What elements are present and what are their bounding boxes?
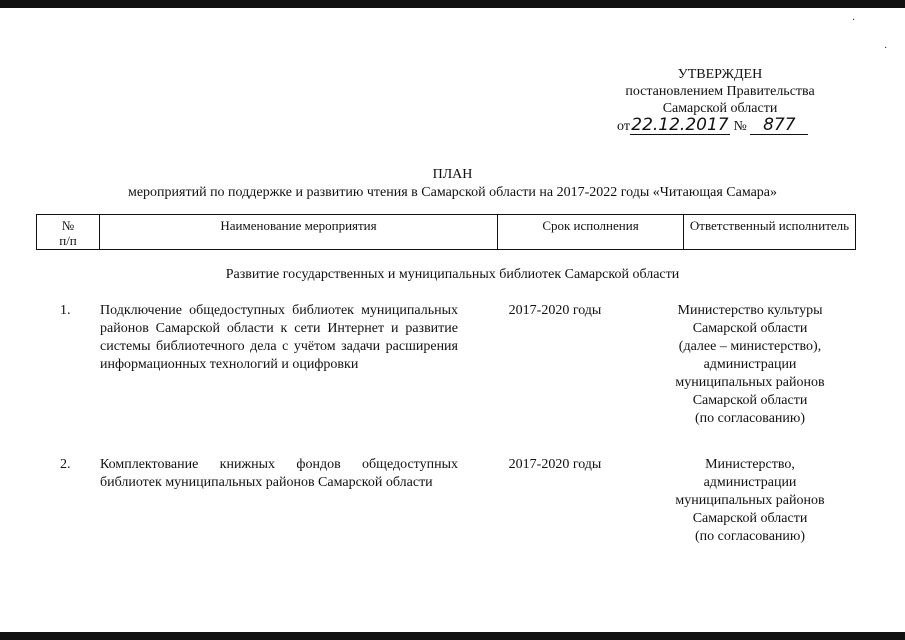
row-number: 1. <box>60 303 71 318</box>
responsible-line: Министерство, <box>705 457 795 472</box>
approval-heading: УТВЕРЖДЕН <box>677 67 763 82</box>
number-sign: № <box>733 119 747 134</box>
responsible-line: (далее – министерство), <box>678 339 822 354</box>
document-title <box>0 166 905 202</box>
responsible-line: Министерство культуры <box>677 303 823 318</box>
scan-bottom-border <box>0 632 905 640</box>
handwritten-number: 877 <box>750 117 808 135</box>
responsible-line: администрации <box>703 475 797 490</box>
approval-decree: постановлением Правительства <box>625 84 815 99</box>
scan-top-border <box>0 0 905 8</box>
row-activity: Подключение общедоступных библиотек муниципальных районов Самарской области к сети Интернет и развитие системы библиотечного дела с учётом задачи расширения информационных технологий и оцифровки <box>100 303 458 372</box>
header-name-label: Наименование мероприятия <box>220 218 377 233</box>
row-responsible <box>650 456 850 546</box>
approval-stamp <box>600 66 840 135</box>
responsible-line: (по согласованию) <box>694 529 806 544</box>
responsible-line: муниципальных районов <box>675 493 825 508</box>
header-term-label: Срок исполнения <box>542 218 639 233</box>
row-number: 2. <box>60 457 71 472</box>
responsible-line: администрации <box>703 357 797 372</box>
header-num-line2: п/п <box>59 233 77 248</box>
responsible-line: Самарской области <box>692 321 808 336</box>
scan-speck: · <box>884 43 888 54</box>
approval-region: Самарской области <box>662 101 778 116</box>
header-cell-term <box>498 215 684 249</box>
section-title: Развитие государственных и муниципальных библиотек Самарской области <box>225 267 680 282</box>
row-term: 2017-2020 годы <box>508 457 602 472</box>
header-cell-num <box>37 215 100 249</box>
responsible-line: муниципальных районов <box>675 375 825 390</box>
approval-date-line <box>600 117 840 135</box>
title-subtitle: мероприятий по поддержке и развитию чтения в Самарской области на 2017-2022 годы «Читающая Самара» <box>127 185 778 200</box>
header-cell-name <box>100 215 498 249</box>
scan-speck: · <box>852 15 856 26</box>
row-activity: Комплектование книжных фондов общедоступных библиотек муниципальных районов Самарской области <box>100 457 458 490</box>
header-responsible-label: Ответственный исполнитель <box>689 218 850 233</box>
row-term: 2017-2020 годы <box>508 303 602 318</box>
responsible-line: Самарской области <box>692 511 808 526</box>
date-prefix: от <box>617 119 630 134</box>
row-responsible <box>650 302 850 428</box>
responsible-line: (по согласованию) <box>694 411 806 426</box>
title-heading: ПЛАН <box>432 167 473 182</box>
responsible-line: Самарской области <box>692 393 808 408</box>
table-header <box>36 214 856 250</box>
header-cell-responsible <box>684 215 855 249</box>
header-num-line1: № <box>61 218 75 233</box>
handwritten-date: 22.12.2017 <box>631 115 729 135</box>
